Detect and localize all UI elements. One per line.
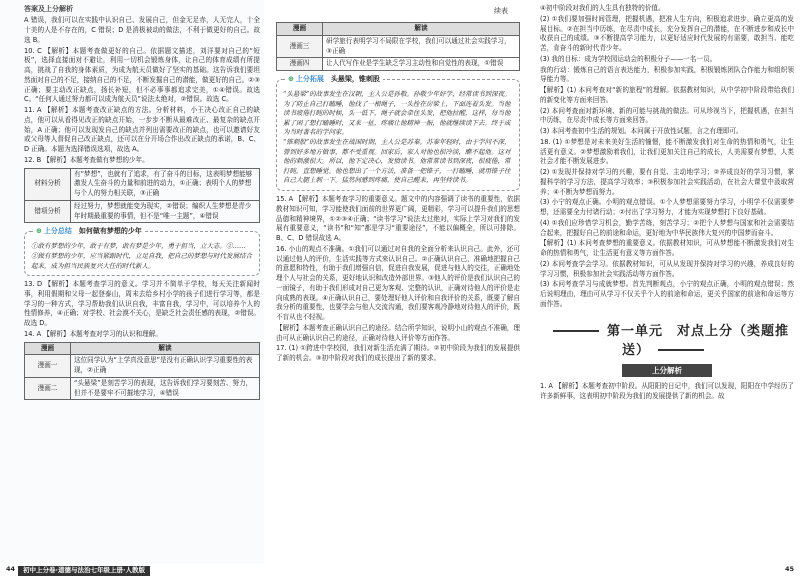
answer-11: 11. A 【解析】本题考查改正缺点的方法。分析材料，小王决心改正自己的缺点，他可以从看得见改正的缺点开始，一步步不断从最难改正、最复杂的缺点开始，A 正确；他可以发现发自己的缺点并列出需要改正的缺点，也可以邀请好友或父母等人督促自己改正缺点，还可以在分开场合作出改正缺点的承诺，B、C、D 正确。本题为选择错误选项，故选 A。 [24,106,260,154]
answer-14: 14. A 【解析】本题考查对学习的认识和理解。 [24,329,162,338]
continued-label: 续表 [494,7,508,15]
extension-paragraph: “锥刺股”的故事发生在战国时期，主人公是苏秦。苏秦年轻时，由于学问不深，曾到好多地方做事，都不受重视。回家后，家人对他也很冷淡，瞧不起他。这对他的刺激很大。所以，他下定决心，发愤读书。他常常读书到深夜，很疲倦，常打盹，直想睡觉。他也想出了一个方法，准备一把锥子，一打瞌睡，就用锥子往自己大腿上刺一下。猛然间感到疼痛，使自己醒来，再坚持读书。 [283,138,511,185]
answer-18-analysis: 【解析】(1) 本问考查梦想的重要意义。依据教材知识，可从梦想能不断激发我们对生命的热情和勇气，让生活更有意义等方面作答。 [540,239,794,257]
table-header: 解读 [71,342,260,355]
unit-title: 第一单元 对点上分（类题推送） [540,322,794,360]
table-cell-key: 漫画三 [277,35,323,58]
table-header: 漫画 [277,23,323,36]
extension-box [276,75,520,191]
answer-12-table [24,168,260,224]
page-footer [0,563,800,577]
answer-13: 13. D 【解析】本题考查学习的意义。学习并不简单于学校，每天关注新闻时事，利用假期和父母一起登泰山，周末去给乡村小学的孩子们进行学习等，都是学习的一种方式，学习帮助我们认识自我，丰富自我，学习中，可以培养个人的性情修养，④正确；对学校、社会漠不关心，是缺乏社会责任感的表现，②错误。故选 D。 [24,280,261,328]
answer-14-table [24,342,260,401]
answer-18-part: (4) ①我们应珍惜学习机会，勤学苦练，刻苦学习；②把个人梦想与国家和社会需要结合起来，把握好自己的前途和命运，更好地为中华民族伟大复兴的中国梦而奋斗。 [540,218,794,237]
answer-17-analysis: (2) 本问考查面对新环境、新的可能与挑战的做法。可从珍视当下，把握机遇，在担当中历练，在尽责中成长等方面来回答。 [540,106,794,125]
answer-17-analysis: (3) 本问考查初中生活的规划。本问属于开放性试题，言之有理即可。 [540,127,743,135]
answer-18-part: (2) ①发现并保持对学习的兴趣，要有自觉、主动地学习；②养成良好的学习习惯，掌握科学的学习方法，提高学习效率；③积极参加社会实践活动，在社会大课堂中汲取营养；④不断为梦想而努力。 [540,168,794,196]
answer-10: 10. C 【解析】本题考查做更好的自己。依据题文描述，刘洋要对自己的“短板”，选择直接面对不避让，利用一切机会锻炼身体，让自己的体育成绩有所提高，挑战了自我的身体素质，为成为航天员做好了坚实的基础。这告诉我们要坦然面对自己的不足，接纳自己的不足，不断发掘自己的潜能，做更好的自己。②③正确；要主动改正缺点，扬长补短，但不必事事都追求完美，①④错误。故选 C。“任何人通过努力都可以成为航天员”说法太绝对，②错误。故选 C。 [24,46,261,104]
plus-icon: ⊕ [36,227,42,236]
plus-icon: ⊕ [288,75,294,83]
answer-15: 15. A 【解析】本题考查学习的重要意义。题文中的内容强调了读书的重要性，依据教材知识可知，学习能使我们面前的世界更广阔，更精彩，学习可以提升我们的思想品德和精神境界，①②③④正确；“读书学习”说法太过绝对，实际上学习对我们的发展有重要意义，“读书”和“知”都是学习“重要途径”，不能以偏概全，所以可排除。B、C、D 错误故选 A。 [276,195,520,243]
left-column [0,0,264,563]
answer-16: 16. 小山的观点不准确。①我们可以通过对自我的全面分析来认识自己。此外，还可以通过他人的评价，生活实践等方式来认识自己。②正确认识自己，准确地把握自己的意愿和特性，有助于我们增强自信，促进自我发展，促进与他人的交往，正确地处理个人与社会的关系，更好地认识和改造外部世界。③他人的评价是我们认识自己的一面镜子，有助于我们形成对自己更为客观、完整的认识，正确对待他人的评价是走向成熟的表现。④正确认识自己，要处理好他人评价和自我评价的关系，既要了解自我分析的重要性，也要学会与他人交流沟通，我们要客观冷静地对待他人的评价，既不盲从也不轻视。 [276,244,520,322]
header-label: 答案及上分解析 [24,5,73,13]
table-cell-value: 让人代写作业是学生缺乏学习主动性和自觉性的表现，①错误 [323,58,520,71]
answer-17-part: 我的行动：锻炼自己的语言表达能力，积极参加实践，积极锻炼团队合作能力和组织领导能力等。 [540,65,794,84]
answer-18: 18. (1) ①梦想是对未来美好生活的憧憬，能不断激发我们对生命的热情和勇气，让生活更有意义。②梦想激励着我们，让我们更加关注自己的成长，人美需要有梦想，人类社会才能不断发展进步。 [540,137,794,166]
table-cell-value: 这位同学认为“上学真没意思”是没有正确认识学习重要性的表现，②正确 [71,355,260,378]
page-number-right: 45 [784,565,794,574]
answer-18-part: (3) 小宁的观点正确。小明的观点错误。①个人梦想需要努力学习，小明学不仅需要梦想，还需要全力付诸行动；②付出了学习努力，才能为实现梦想打下良好基础。 [540,198,794,216]
answer-18-analysis: (2) 本问考查学会学习。依据教材知识，可从从发现并保持对学习的兴趣，养成良好的学习习惯，积极参加社会实践活动等方面作答。 [540,259,794,278]
summary-box [24,227,260,276]
table-header: 解读 [323,23,520,36]
summary-line: ②做有梦想的少年，应当紧跟时代，立足自我，把自己的梦想与时代发展结合起来，成为担当民族复兴大任的时代新人。 [31,251,252,270]
summary-line: ①敢有梦想的少年，敢于有梦，敢有梦是少年，勇于担当，立大志。②…… [31,242,246,251]
table-cell-value: “头悬梁”是刻苦学习的表现，这告诉我们学习要刻苦、努力，但并不是要牢不可摧地学习，④错误 [71,377,260,400]
section-banner: 上分解析 [622,364,712,377]
book-title: 初中上分卷·道德与法治七年级上册·人教版 [18,566,150,576]
answer-9-tail: A 错误，我们可以在实践中认识自己、发展自己，但金无足赤，人无完人，十全十美的人是不存在的，C 错误；D 是消极被动的做法，不利于做更好的自己。故选 B。 [24,16,260,44]
answer-17-part: (2) ①我们要加强时间管理，把握机遇，把准人生方向，积极追求进步，确立更高的发展目标。②在担当中历练，在尽责中成长，充分发挥自己的潜能，在不断进步和成长中收获自己的成绩。③不断提高学习能力，以更好适应时代发展的有需要，敢担当、能吃苦，肯奋斗的新时代青少年。 [540,14,794,52]
table-cell-key: 材料分析 [25,168,71,200]
answer-12: 12. B 【解析】本题考查做有梦想的少年。 [24,155,149,164]
table-cell-value: 经过努力，梦想就能变为现实，②错误；编织人生梦想是青少年时期最重要的事情，但不是“唯一主题”，④错误 [71,200,260,223]
summary-box-title: ⊕ 上分总结 如何做有梦想的少年 [33,226,145,236]
table-cell-key: 错项分析 [25,200,71,223]
right-column [532,0,800,563]
table-cell-key: 漫画二 [25,377,71,400]
extension-paragraph: “头悬梁”的故事发生在汉朝，主人公是孙敬。孙敬少年好学，经常读书到深夜。为了防止自己打瞌睡，他找了一根绳子，一头拴在房梁上，下面连着头发。当他读书疲倦打盹的时候，头一低下，绳子就会牵住头发，把他拉醒，这样，每当他累了困了想打瞌睡时，又来一扯，疼痛让他精神一振，他就继续读下去。终于成为当时著名的学问家。 [283,90,511,137]
table-cell-value: 研学旅行表明学习不局限在学校，我们可以通过社会实践学习，③正确 [323,35,520,58]
table-cell-key: 漫画一 [25,355,71,378]
answer-18-analysis: (3) 本问考查学习与成就梦想。首先判断观点，小宁的观点正确，小明的观点错误；然后说明理由，理由可从学习不仅关乎个人的前途和命运，更关乎国家的前途和命运等方面作答。 [540,280,794,308]
table-cell-key: 漫画四 [277,58,323,71]
answer-17-part: (3) 我的目标：成为学校园运动会的积极分子——一名一员。 [540,54,717,63]
table-header: 漫画 [25,342,71,355]
answer-17: 17. (1) ①跨进中学校园，我们对新生活充满了期待。②初中阶段为我们的发展提供了新的机会。③初中阶段对我们的成长提出了新的要求。 [276,344,520,363]
answer-17-analysis: 【解析】(1) 本问考查对“新的旅程”的理解。依据教材知识，从中学初中阶段带给我们的新变化等方面来回答。 [540,86,794,104]
page-number-left: 44 [6,565,16,574]
answer-14-table-continued [276,22,520,71]
answer-16-analysis: 【解析】本题考查正确认识自己的途径。结合所学知识，说明小山的观点不准确，理由可从正确认识自己的途径，正确对待他人评价等方面作答。 [276,323,520,342]
answer-17-part: ④初中阶段对我们的人生具有独特的价值。 [540,4,665,12]
table-cell-value: 有“梦想”，也就有了追求，有了奋斗的目标，这表明梦想能够激发人生奋斗的力量和前进的动力，①正确；表明个人的梦想与个人的努力相关联，③正确 [71,168,260,200]
answer-1: 1. A 【解析】本题考查初中阶段。从阳阳的日记中，我们可以发现，阳阳在中学经历了许多新鲜事，这表明初中阶段为我们的发展提供了新的机会。故 [540,381,794,400]
middle-column [268,0,528,563]
extension-box-title: ⊕ 上分拓展 头悬梁，锥刺股 [285,74,383,84]
